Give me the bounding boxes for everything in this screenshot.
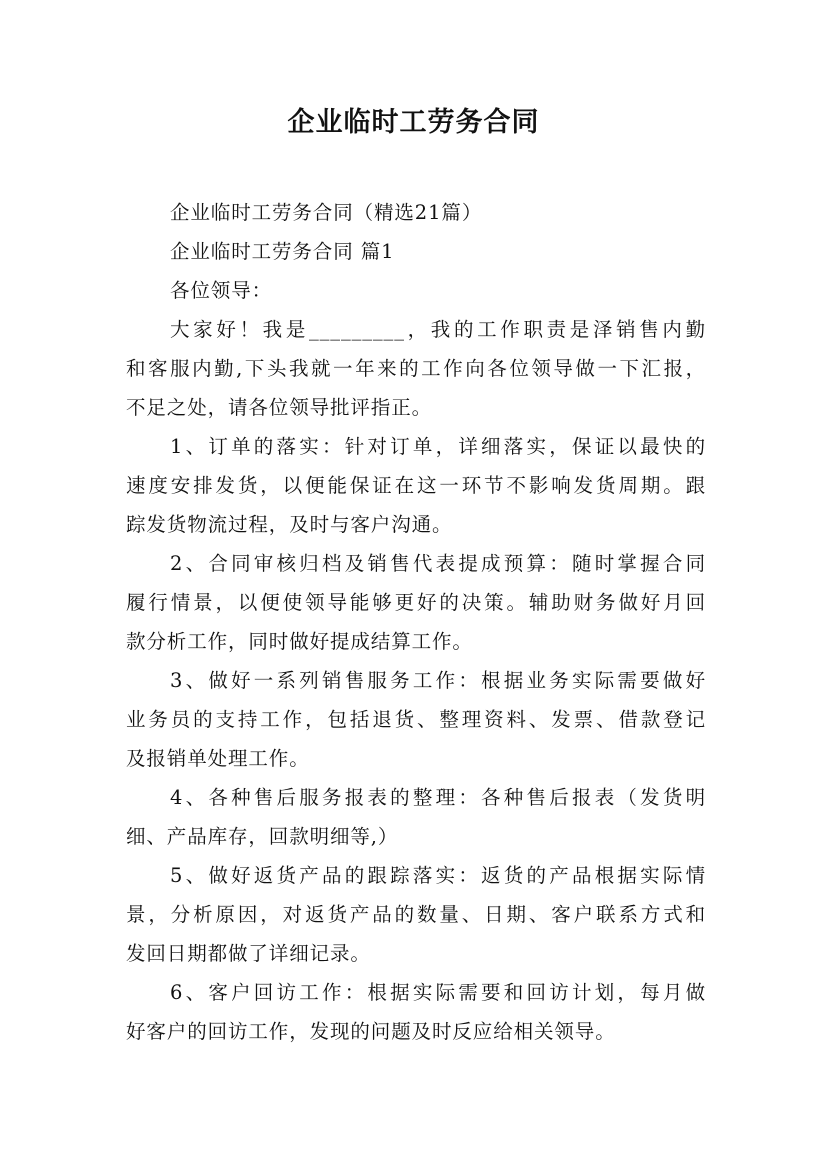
paragraph-line: 细、产品库存，回款明细等,）	[126, 825, 399, 848]
paragraph-line: 4、各种售后服务报表的整理：各种售后报表（发货明	[170, 786, 706, 809]
paragraph-line: 业务员的支持工作，包括退货、整理资料、发票、借款登记	[126, 708, 706, 731]
paragraph-line: 景，分析原因，对返货产品的数量、日期、客户联系方式和	[126, 903, 706, 926]
paragraph-line: 1、订单的落实：针对订单，详细落实，保证以最快的	[170, 435, 706, 458]
paragraph-line: 6、客户回访工作：根据实际需要和回访计划，每月做	[170, 981, 706, 1004]
paragraph-line: 不足之处，请各位领导批评指正。	[126, 396, 433, 419]
section-heading: 企业临时工劳务合同 篇1	[170, 240, 395, 263]
paragraph-line: 踪发货物流过程，及时与客户沟通。	[126, 513, 453, 536]
paragraph-line: 2、合同审核归档及销售代表提成预算：随时掌握合同	[170, 552, 706, 575]
paragraph-line: 履行情景，以便使领导能够更好的决策。辅助财务做好月回	[126, 591, 706, 614]
paragraph-line: 5、做好返货产品的跟踪落实：返货的产品根据实际情	[170, 864, 706, 887]
paragraph-line: 好客户的回访工作，发现的问题及时反应给相关领导。	[126, 1020, 616, 1043]
salutation: 各位领导：	[170, 279, 273, 302]
paragraph-line: 及报销单处理工作。	[126, 747, 310, 770]
paragraph-line: 3、做好一系列销售服务工作：根据业务实际需要做好	[170, 669, 706, 692]
subtitle-line: 企业临时工劳务合同（精选21篇）	[170, 201, 483, 224]
paragraph-line: 发回日期都做了详细记录。	[126, 942, 371, 965]
document-title: 企业临时工劳务合同	[287, 107, 540, 138]
paragraph-line: 大家好！我是_________，我的工作职责是泽销售内勤	[170, 318, 706, 341]
paragraph-line: 和客服内勤,下头我就一年来的工作向各位领导做一下汇报，	[126, 357, 706, 380]
paragraph-line: 速度安排发货，以便能保证在这一环节不影响发货周期。跟	[126, 474, 706, 497]
paragraph-line: 款分析工作，同时做好提成结算工作。	[126, 630, 473, 653]
